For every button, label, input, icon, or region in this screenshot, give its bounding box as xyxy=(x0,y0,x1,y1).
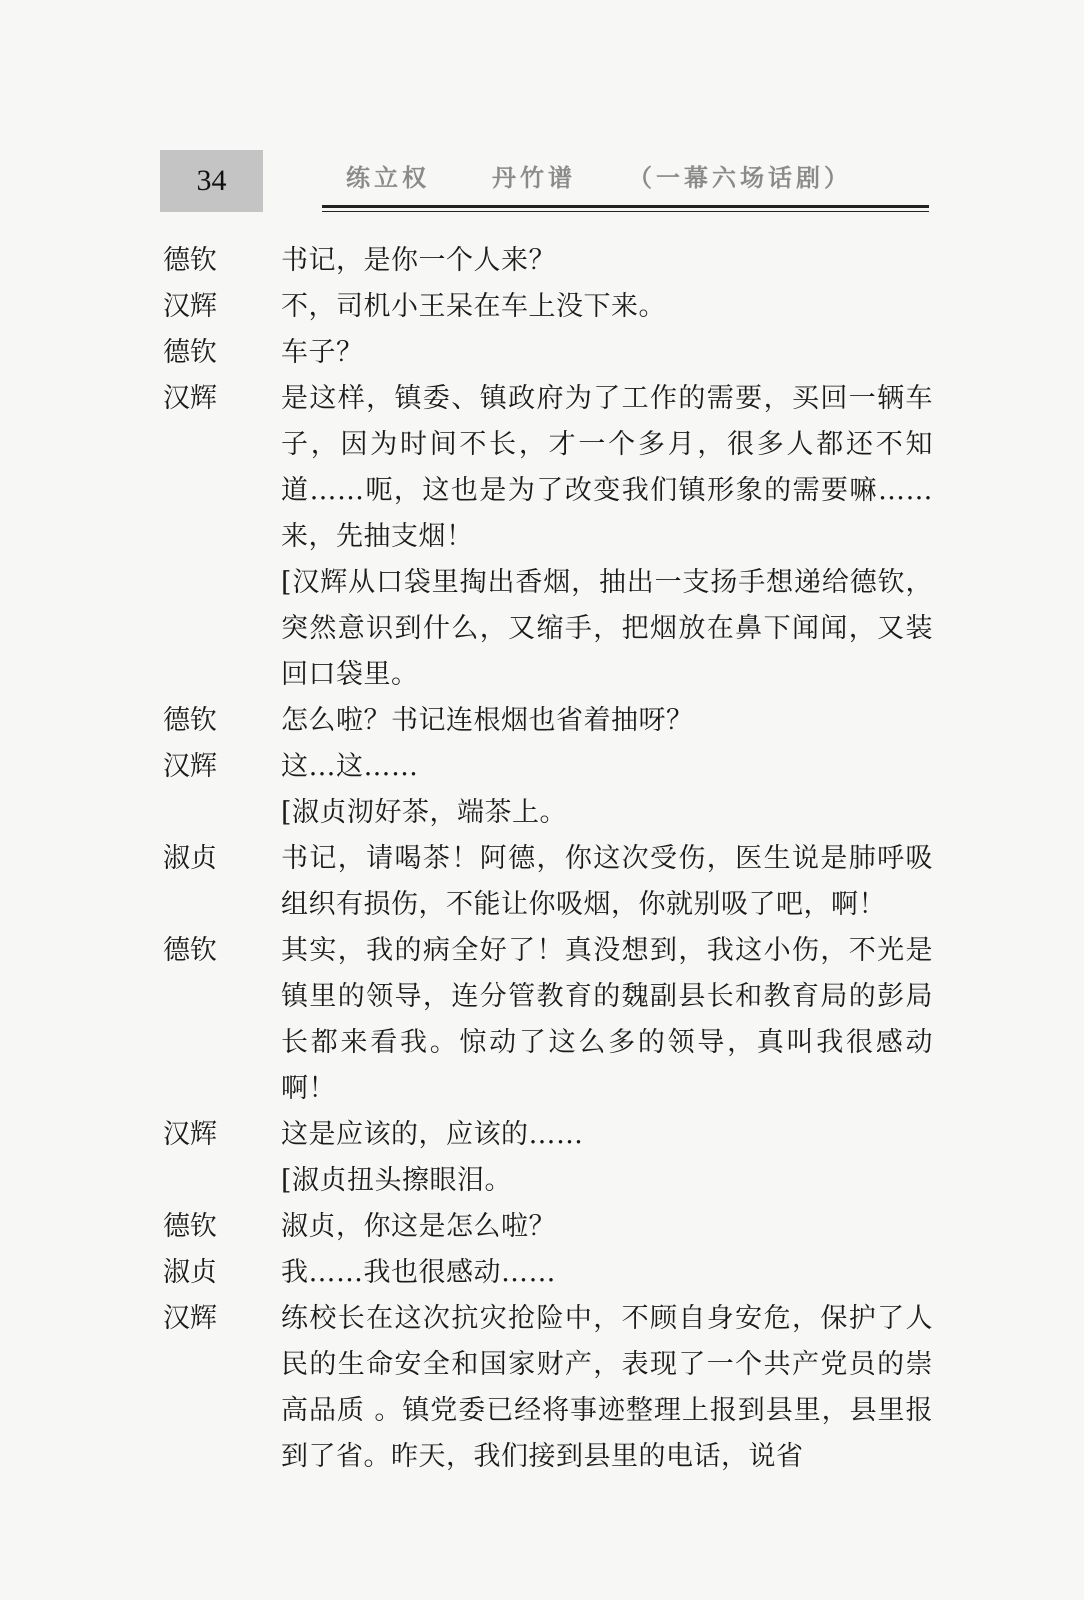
speaker-name xyxy=(163,1158,281,1204)
speaker-name: 汉辉 xyxy=(163,1303,217,1334)
stage-direction-text: [淑贞扭头擦眼泪。 xyxy=(281,1165,513,1196)
speaker-name: 汉辉 xyxy=(163,751,217,782)
dialogue-entry xyxy=(163,698,933,744)
dialogue-entry xyxy=(163,928,933,1112)
header-play-title: 丹竹谱 xyxy=(492,164,576,192)
dialogue-line: 不，司机小王呆在车上没下来。 xyxy=(281,291,666,322)
page-number-box xyxy=(160,150,263,212)
dialogue-entry xyxy=(163,1250,933,1296)
header-author: 练立权 xyxy=(346,164,430,192)
dialogue-entry xyxy=(163,238,933,284)
dialogue-line: 这是应该的，应该的…… xyxy=(281,1119,584,1150)
speaker-name: 淑贞 xyxy=(163,843,217,874)
speaker-name: 汉辉 xyxy=(163,291,217,322)
dialogue-line: 怎么啦？书记连根烟也省着抽呀？ xyxy=(281,705,694,736)
dialogue-line: 书记，请喝茶！阿德，你这次受伤，医生说是肺呼吸组织有损伤，不能让你吸烟，你就别吸了吧，啊！ xyxy=(281,843,933,920)
dialogue-line: 淑贞，你这是怎么啦？ xyxy=(281,1211,556,1242)
speaker-name: 德钦 xyxy=(163,1211,217,1242)
dialogue-entry xyxy=(163,284,933,330)
stage-direction xyxy=(163,790,933,836)
stage-direction xyxy=(163,1158,933,1204)
stage-direction xyxy=(163,560,933,698)
dialogue-entry xyxy=(163,744,933,790)
dialogue-line: 练校长在这次抗灾抢险中，不顾自身安危，保护了人民的生命安全和国家财产，表现了一个共产党员的崇高品质 。镇党委已经将事迹整理上报到县里，县里报到了省。昨天，我们接到县里的电话，说省 xyxy=(281,1303,933,1472)
script-body xyxy=(163,238,933,1480)
dialogue-line: 是这样，镇委、镇政府为了工作的需要，买回一辆车子，因为时间不长，才一个多月，很多人都还不知道……呃，这也是为了改变我们镇形象的需要嘛……来，先抽支烟！ xyxy=(281,383,933,552)
speaker-name: 德钦 xyxy=(163,705,217,736)
speaker-name: 德钦 xyxy=(163,337,217,368)
running-header xyxy=(346,158,852,193)
header-rule-thin xyxy=(322,211,929,212)
dialogue-line: 其实，我的病全好了！真没想到，我这小伤，不光是镇里的领导，连分管教育的魏副县长和教育局的彭局长都来看我。惊动了这么多的领导，真叫我很感动啊！ xyxy=(281,935,933,1104)
dialogue-line: 书记，是你一个人来？ xyxy=(281,245,556,276)
speaker-name: 汉辉 xyxy=(163,1119,217,1150)
dialogue-entry xyxy=(163,1112,933,1158)
dialogue-line: 车子？ xyxy=(281,337,364,368)
dialogue-entry xyxy=(163,330,933,376)
dialogue-line: 我……我也很感动…… xyxy=(281,1257,556,1288)
stage-direction-text: [汉辉从口袋里掏出香烟，抽出一支扬手想递给德钦，突然意识到什么，又缩手，把烟放在鼻下闻闻，又装回口袋里。 xyxy=(281,567,933,690)
speaker-name: 淑贞 xyxy=(163,1257,217,1288)
dialogue-entry xyxy=(163,1296,933,1480)
dialogue-entry xyxy=(163,836,933,928)
speaker-name: 汉辉 xyxy=(163,383,217,414)
speaker-name: 德钦 xyxy=(163,935,217,966)
speaker-name: 德钦 xyxy=(163,245,217,276)
speaker-name xyxy=(163,790,281,836)
dialogue-entry xyxy=(163,1204,933,1250)
header-genre: （一幕六场话剧） xyxy=(628,164,852,192)
dialogue-entry xyxy=(163,376,933,560)
page-number: 34 xyxy=(196,164,227,197)
speaker-name xyxy=(163,560,281,698)
dialogue-line: 这…这…… xyxy=(281,751,419,782)
stage-direction-text: [淑贞沏好茶，端茶上。 xyxy=(281,797,568,828)
header-rule-thick xyxy=(322,205,929,208)
